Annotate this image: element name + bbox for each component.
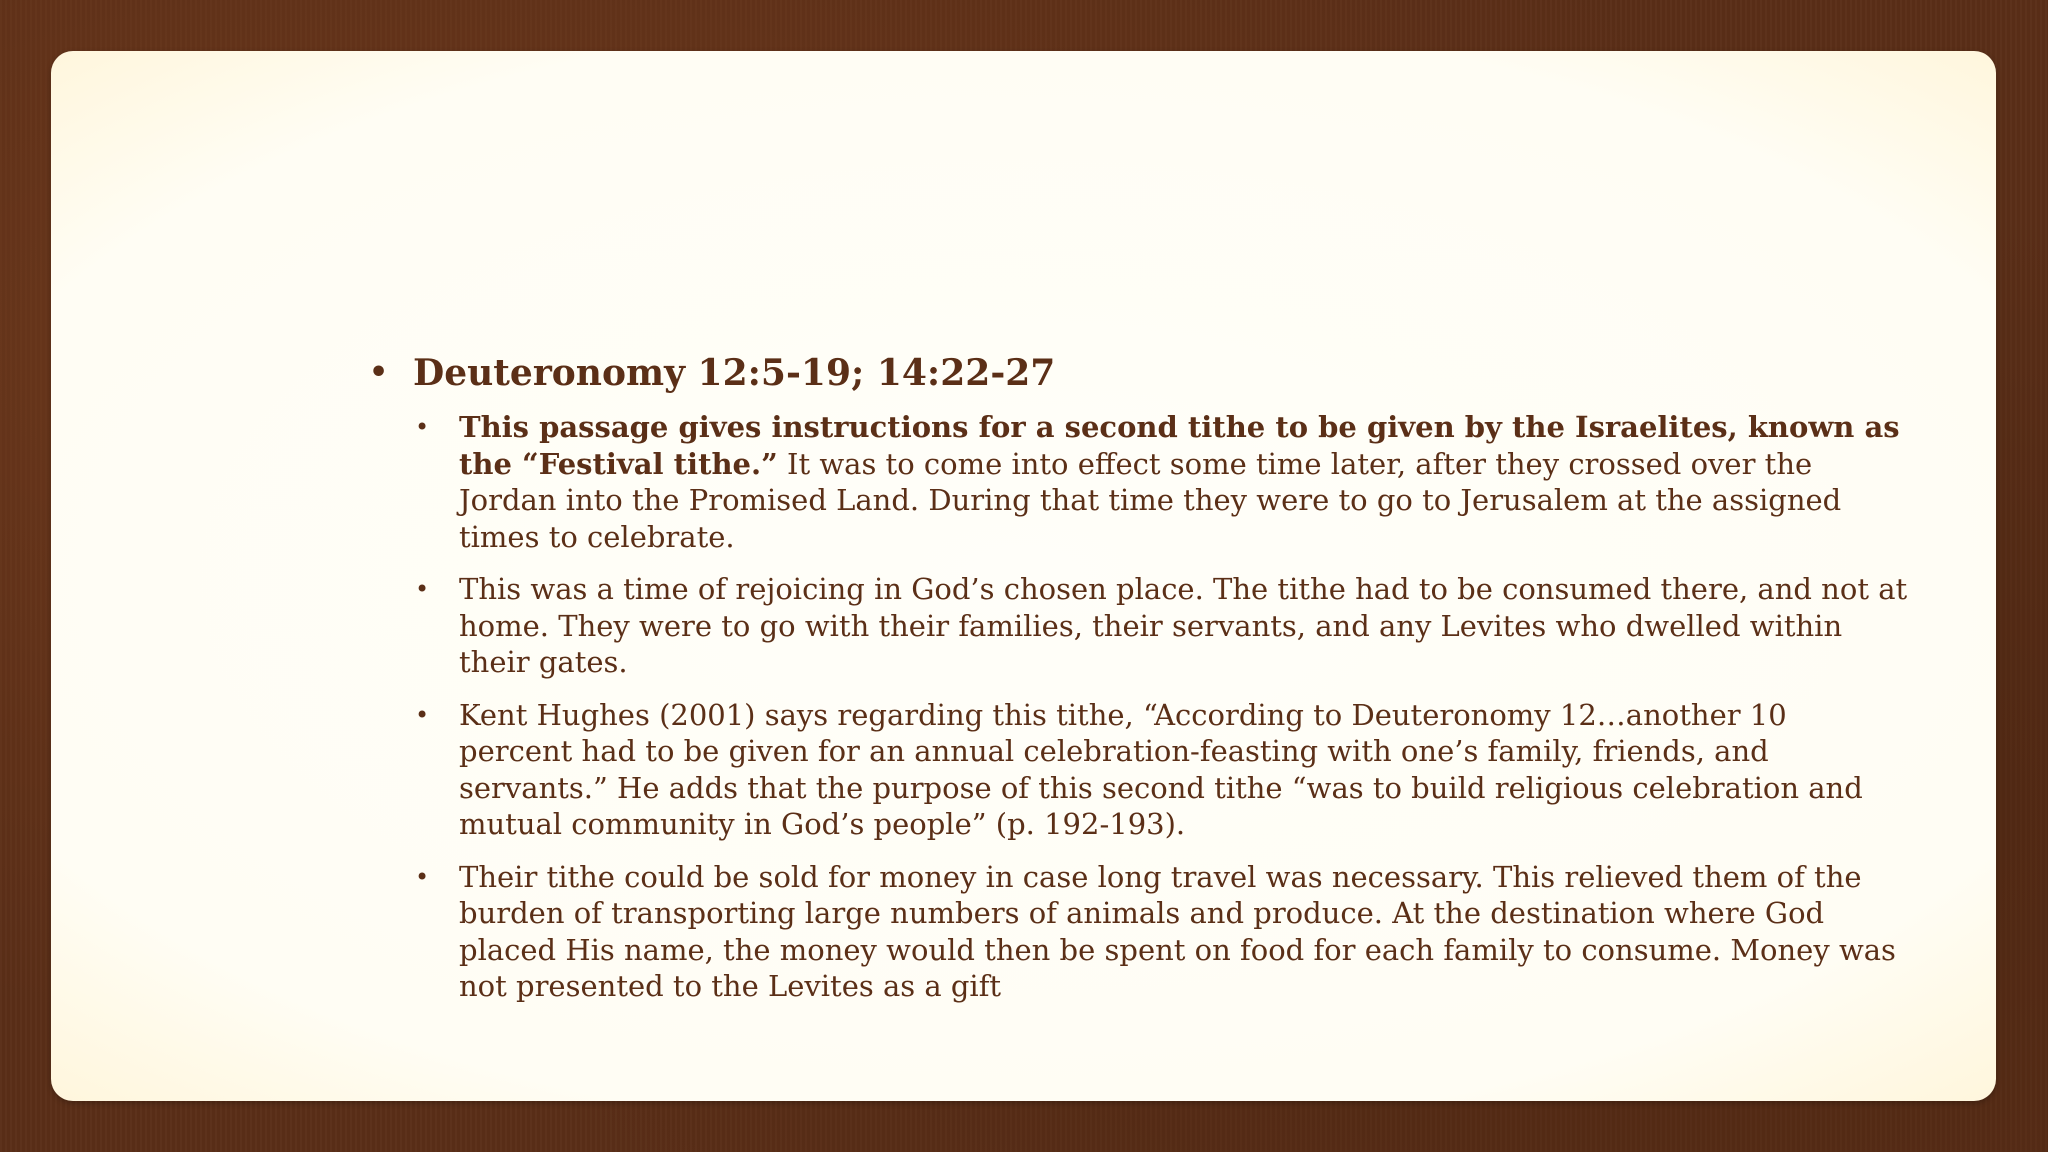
bullet-dot: • <box>415 413 430 441</box>
list-item-text <box>459 697 1909 843</box>
bullet-dot: • <box>369 355 389 390</box>
bullet-dot: • <box>415 575 430 603</box>
list-item-body-text: It was to come into effect some time later, after they crossed over the Jordan into the Promised Land. During that time they were to go to Jerusalem at the assigned times to celebrate. <box>459 446 1842 554</box>
list-item <box>415 571 1909 681</box>
slide-heading: Deuteronomy 12:5-19; 14:22-27 <box>413 352 1056 394</box>
list-item-body-text: This was a time of rejoicing in God’s chosen place. The tithe had to be consumed there, and not at home. They were to go with their families, their servants, and any Levites who dwelled within their gates. <box>459 572 1908 679</box>
slide-content <box>369 351 1909 1021</box>
heading-bullet <box>369 351 1909 395</box>
list-item-body-text: Their tithe could be sold for money in case long travel was necessary. This relieved them of the burden of transporting large numbers of animals and produce. At the destination where God placed His name, the money would then be spent on food for each family to consume. Money was not presented to the Levites as a gift <box>459 859 1896 1003</box>
list-item <box>415 697 1909 843</box>
list-item-text <box>459 571 1909 681</box>
list-item-body-text: Kent Hughes (2001) says regarding this tithe, “According to Deuteronomy 12…another 10 percent had to be given for an annual celebration-feasting with one’s family, friends, and servants.” He adds that the purpose of this second tithe “was to build religious celebration and mutual community in God’s people” (p. 192-193). <box>459 697 1863 841</box>
bullet-dot: • <box>415 862 430 891</box>
list-item-text <box>459 859 1909 1005</box>
slide-frame <box>51 51 1996 1101</box>
bullet-dot: • <box>415 700 430 729</box>
list-item-text <box>459 409 1909 555</box>
list-item <box>415 859 1909 1005</box>
list-item-bold-text: This passage gives instructions for a second tithe to be given by the Israelites, known as the “Festival tithe.” <box>459 410 1900 481</box>
list-item <box>415 409 1909 555</box>
